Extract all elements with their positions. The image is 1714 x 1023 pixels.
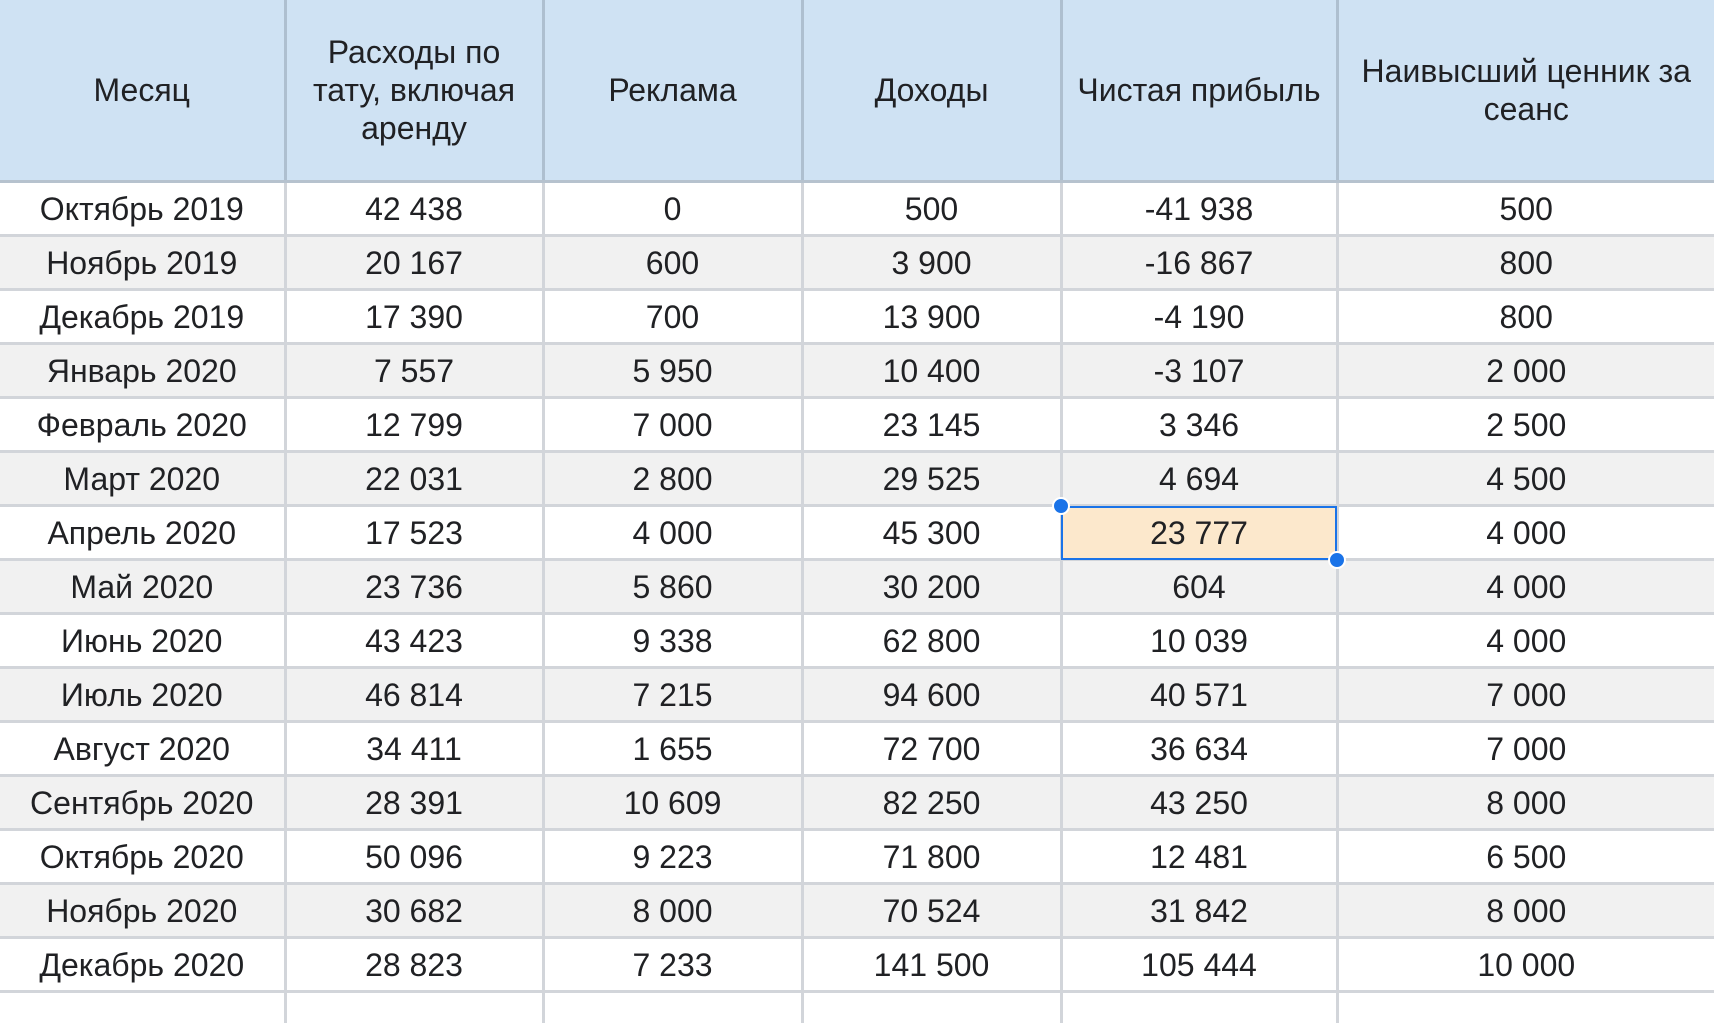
cell-expenses[interactable]: 20 167 (285, 236, 543, 290)
selected-cell-net-profit[interactable]: 23 777 (1061, 506, 1337, 560)
empty-cell[interactable] (285, 992, 543, 1023)
cell-net-profit[interactable]: 31 842 (1061, 884, 1337, 938)
header-income[interactable]: Доходы (802, 0, 1061, 182)
cell-month[interactable]: Ноябрь 2020 (0, 884, 285, 938)
cell-income[interactable]: 71 800 (802, 830, 1061, 884)
header-month[interactable]: Месяц (0, 0, 285, 182)
cell-expenses[interactable]: 34 411 (285, 722, 543, 776)
cell-advertising[interactable]: 0 (543, 182, 802, 236)
cell-income[interactable]: 13 900 (802, 290, 1061, 344)
table-row (0, 452, 1714, 506)
header-advertising[interactable]: Реклама (543, 0, 802, 182)
cell-net-profit[interactable]: -41 938 (1061, 182, 1337, 236)
cell-income[interactable]: 500 (802, 182, 1061, 236)
cell-max-price[interactable]: 2 500 (1337, 398, 1714, 452)
cell-advertising[interactable]: 4 000 (543, 506, 802, 560)
cell-net-profit[interactable]: 105 444 (1061, 938, 1337, 992)
cell-net-profit[interactable]: 43 250 (1061, 776, 1337, 830)
empty-cell[interactable] (543, 992, 802, 1023)
cell-max-price[interactable]: 500 (1337, 182, 1714, 236)
cell-month[interactable]: Май 2020 (0, 560, 285, 614)
cell-advertising[interactable]: 600 (543, 236, 802, 290)
cell-net-profit[interactable]: 10 039 (1061, 614, 1337, 668)
table-row (0, 722, 1714, 776)
cell-max-price[interactable]: 7 000 (1337, 722, 1714, 776)
cell-month[interactable]: Февраль 2020 (0, 398, 285, 452)
cell-net-profit[interactable]: -3 107 (1061, 344, 1337, 398)
table-row (0, 830, 1714, 884)
cell-income[interactable]: 82 250 (802, 776, 1061, 830)
cell-income[interactable]: 141 500 (802, 938, 1061, 992)
cell-income[interactable]: 62 800 (802, 614, 1061, 668)
cell-max-price[interactable]: 4 000 (1337, 560, 1714, 614)
cell-income[interactable]: 3 900 (802, 236, 1061, 290)
cell-advertising[interactable]: 5 950 (543, 344, 802, 398)
header-net-profit[interactable]: Чистая прибыль (1061, 0, 1337, 182)
cell-advertising[interactable]: 9 223 (543, 830, 802, 884)
cell-month[interactable]: Октябрь 2019 (0, 182, 285, 236)
cell-expenses[interactable]: 17 523 (285, 506, 543, 560)
cell-max-price[interactable]: 8 000 (1337, 884, 1714, 938)
cell-month[interactable]: Сентябрь 2020 (0, 776, 285, 830)
cell-income[interactable]: 29 525 (802, 452, 1061, 506)
cell-expenses[interactable]: 50 096 (285, 830, 543, 884)
cell-month[interactable]: Август 2020 (0, 722, 285, 776)
cell-expenses[interactable]: 28 391 (285, 776, 543, 830)
cell-advertising[interactable]: 9 338 (543, 614, 802, 668)
table-row (0, 398, 1714, 452)
cell-expenses[interactable]: 42 438 (285, 182, 543, 236)
cell-max-price[interactable]: 8 000 (1337, 776, 1714, 830)
cell-advertising[interactable]: 10 609 (543, 776, 802, 830)
cell-expenses[interactable]: 22 031 (285, 452, 543, 506)
cell-net-profit[interactable]: -16 867 (1061, 236, 1337, 290)
table-row (0, 884, 1714, 938)
cell-month[interactable]: Декабрь 2020 (0, 938, 285, 992)
cell-max-price[interactable]: 800 (1337, 290, 1714, 344)
empty-cell[interactable] (1337, 992, 1714, 1023)
table-row (0, 614, 1714, 668)
cell-advertising[interactable]: 1 655 (543, 722, 802, 776)
table-row (0, 560, 1714, 614)
cell-max-price[interactable]: 6 500 (1337, 830, 1714, 884)
cell-advertising[interactable]: 7 000 (543, 398, 802, 452)
header-row (0, 0, 1714, 182)
cell-expenses[interactable]: 46 814 (285, 668, 543, 722)
cell-expenses[interactable]: 17 390 (285, 290, 543, 344)
table-row (0, 776, 1714, 830)
header-max-price[interactable]: Наивысший ценник за сеанс (1337, 0, 1714, 182)
cell-income[interactable]: 23 145 (802, 398, 1061, 452)
cell-month[interactable]: Июнь 2020 (0, 614, 285, 668)
cell-expenses[interactable]: 7 557 (285, 344, 543, 398)
cell-advertising[interactable]: 5 860 (543, 560, 802, 614)
cell-advertising[interactable]: 8 000 (543, 884, 802, 938)
cell-income[interactable]: 30 200 (802, 560, 1061, 614)
table-row (0, 236, 1714, 290)
cell-advertising[interactable]: 7 233 (543, 938, 802, 992)
cell-max-price[interactable]: 800 (1337, 236, 1714, 290)
cell-net-profit[interactable]: 4 694 (1061, 452, 1337, 506)
empty-cell[interactable] (802, 992, 1061, 1023)
cell-month[interactable]: Декабрь 2019 (0, 290, 285, 344)
cell-net-profit[interactable]: 3 346 (1061, 398, 1337, 452)
cell-net-profit[interactable]: 12 481 (1061, 830, 1337, 884)
cell-net-profit[interactable]: -4 190 (1061, 290, 1337, 344)
header-tattoo-expenses[interactable]: Расходы по тату, включая аренду (285, 0, 543, 182)
cell-month[interactable]: Апрель 2020 (0, 506, 285, 560)
cell-net-profit[interactable]: 604 (1061, 560, 1337, 614)
cell-month[interactable]: Июль 2020 (0, 668, 285, 722)
selection-handle-bottom-right[interactable] (1328, 551, 1346, 569)
cell-max-price[interactable]: 2 000 (1337, 344, 1714, 398)
cell-expenses[interactable]: 12 799 (285, 398, 543, 452)
table-row (0, 290, 1714, 344)
cell-max-price[interactable]: 7 000 (1337, 668, 1714, 722)
cell-max-price[interactable]: 10 000 (1337, 938, 1714, 992)
table-row (0, 668, 1714, 722)
cell-income[interactable]: 10 400 (802, 344, 1061, 398)
cell-expenses[interactable]: 23 736 (285, 560, 543, 614)
cell-advertising[interactable]: 700 (543, 290, 802, 344)
cell-net-profit[interactable]: 36 634 (1061, 722, 1337, 776)
table-row (0, 344, 1714, 398)
empty-row (0, 992, 1714, 1023)
empty-cell[interactable] (1061, 992, 1337, 1023)
cell-income[interactable]: 45 300 (802, 506, 1061, 560)
empty-cell[interactable] (0, 992, 285, 1023)
cell-expenses[interactable]: 30 682 (285, 884, 543, 938)
table-row (0, 938, 1714, 992)
cell-max-price[interactable]: 4 000 (1337, 506, 1714, 560)
cell-max-price[interactable]: 4 000 (1337, 614, 1714, 668)
cell-advertising[interactable]: 7 215 (543, 668, 802, 722)
cell-max-price[interactable]: 4 500 (1337, 452, 1714, 506)
selection-handle-top-left[interactable] (1052, 497, 1070, 515)
cell-month[interactable]: Октябрь 2020 (0, 830, 285, 884)
cell-net-profit[interactable]: 40 571 (1061, 668, 1337, 722)
table-row (0, 182, 1714, 236)
cell-month[interactable]: Март 2020 (0, 452, 285, 506)
cell-income[interactable]: 72 700 (802, 722, 1061, 776)
cell-advertising[interactable]: 2 800 (543, 452, 802, 506)
cell-expenses[interactable]: 43 423 (285, 614, 543, 668)
cell-expenses[interactable]: 28 823 (285, 938, 543, 992)
cell-income[interactable]: 70 524 (802, 884, 1061, 938)
cell-income[interactable]: 94 600 (802, 668, 1061, 722)
table-row (0, 506, 1714, 560)
cell-month[interactable]: Январь 2020 (0, 344, 285, 398)
cell-month[interactable]: Ноябрь 2019 (0, 236, 285, 290)
